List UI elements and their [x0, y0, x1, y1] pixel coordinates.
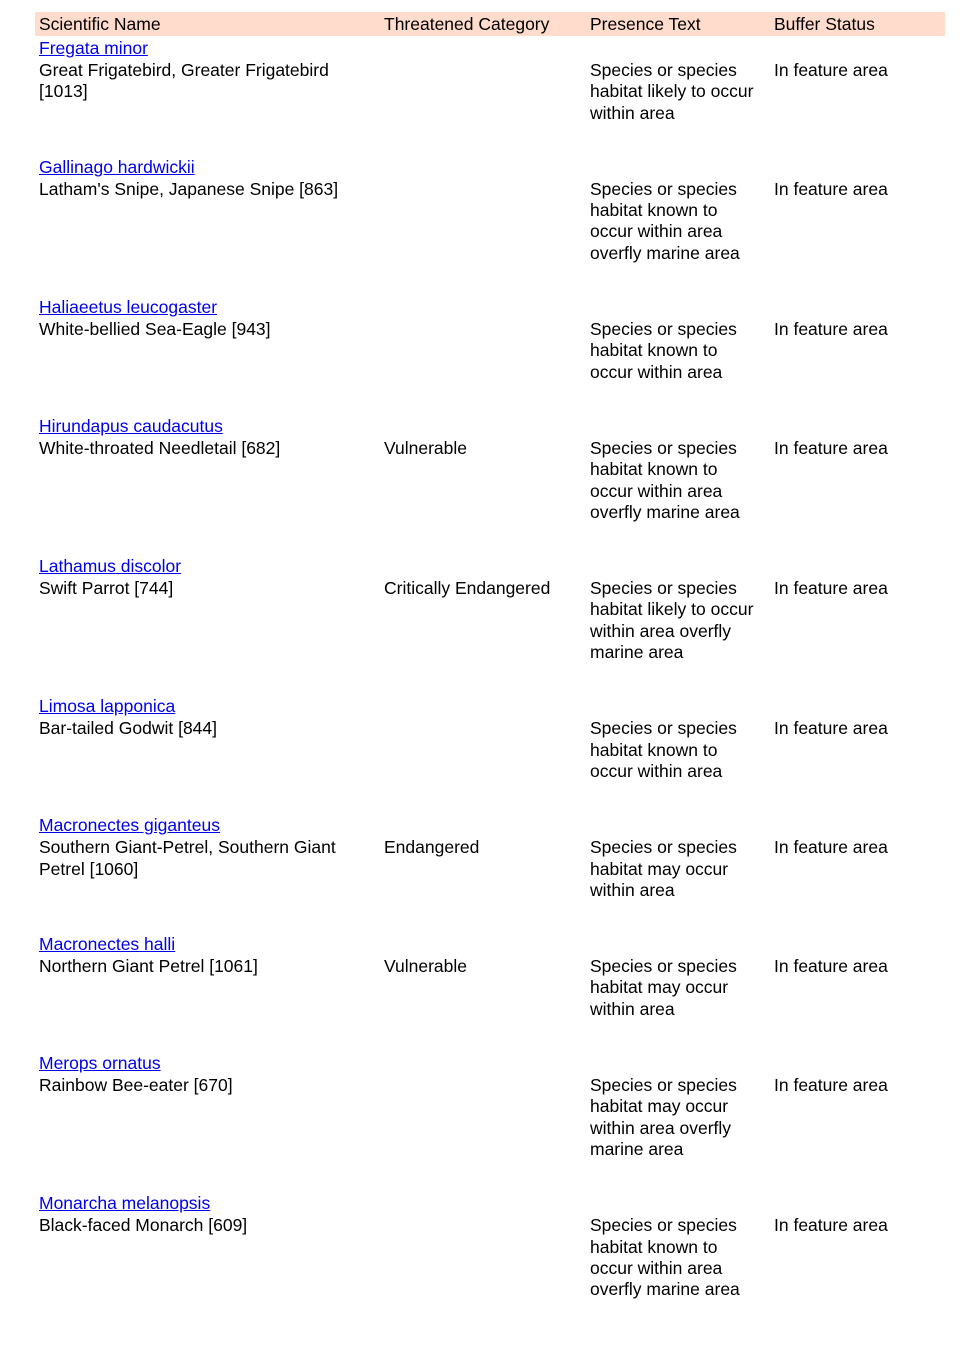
table-row — [35, 694, 945, 782]
threatened-category-cell: Endangered — [384, 837, 480, 858]
species-link[interactable]: Fregata minor — [39, 38, 148, 58]
scientific-name-cell — [35, 813, 945, 837]
species-detail-row — [35, 718, 945, 782]
species-detail-row — [35, 578, 945, 663]
header-scientific-name: Scientific Name — [39, 14, 161, 34]
threatened-category-cell: Vulnerable — [384, 437, 468, 458]
presence-text-cell: Species or species habitat known to occur within area overfly marine area — [590, 437, 740, 522]
scientific-name-cell — [35, 1191, 945, 1215]
species-link[interactable]: Hirundapus caudacutus — [39, 415, 223, 436]
species-table — [35, 12, 945, 1300]
common-name-cell: Latham's Snipe, Japanese Snipe [863] — [39, 178, 339, 199]
species-link[interactable]: Macronectes giganteus — [39, 815, 220, 836]
presence-text-cell: Species or species habitat likely to occur within area — [590, 60, 754, 123]
threatened-category-cell — [380, 60, 586, 124]
common-name-cell: Southern Giant-Petrel, Southern Giant Petrel [1060] — [39, 837, 336, 879]
species-link[interactable]: Haliaeetus leucogaster — [39, 297, 218, 318]
table-row — [35, 813, 945, 901]
common-name-cell: Swift Parrot [744] — [39, 578, 174, 599]
species-link[interactable]: Macronectes halli — [39, 934, 176, 955]
threatened-category-cell — [380, 319, 586, 383]
species-detail-row — [35, 179, 945, 264]
common-name-cell: White-throated Needletail [682] — [39, 437, 281, 458]
table-header — [35, 12, 945, 36]
table-row — [35, 554, 945, 663]
scientific-name-cell — [35, 1051, 945, 1075]
presence-text-cell: Species or species habitat may occur within area — [590, 837, 737, 900]
buffer-status-cell: In feature area — [774, 60, 888, 80]
presence-text-cell: Species or species habitat likely to occur within area overfly marine area — [590, 578, 754, 663]
table-row — [35, 36, 945, 124]
buffer-status-cell: In feature area — [774, 319, 888, 340]
table-row — [35, 932, 945, 1020]
scientific-name-cell — [35, 155, 945, 179]
threatened-category-cell — [380, 718, 586, 782]
table-row — [35, 1191, 945, 1300]
common-name-cell: Rainbow Bee-eater [670] — [39, 1075, 233, 1096]
table-row — [35, 414, 945, 523]
header-threatened-category: Threatened Category — [384, 14, 550, 34]
table-body — [35, 36, 945, 1300]
scientific-name-cell — [35, 36, 945, 60]
common-name-cell: White-bellied Sea-Eagle [943] — [39, 319, 271, 340]
presence-text-cell: Species or species habitat known to occur within area — [590, 718, 737, 781]
presence-text-cell: Species or species habitat may occur within area — [590, 956, 737, 1019]
presence-text-cell: Species or species habitat known to occur within area overfly marine area — [590, 1215, 740, 1300]
buffer-status-cell: In feature area — [774, 1215, 888, 1236]
species-detail-row — [35, 438, 945, 523]
common-name-cell: Northern Giant Petrel [1061] — [39, 956, 258, 977]
scientific-name-cell — [35, 932, 945, 956]
common-name-cell: Great Frigatebird, Greater Frigatebird [1013] — [39, 60, 329, 102]
species-link[interactable]: Lathamus discolor — [39, 556, 182, 577]
threatened-category-cell: Critically Endangered — [384, 578, 551, 599]
buffer-status-cell: In feature area — [774, 437, 888, 458]
presence-text-cell: Species or species habitat known to occur within area overfly marine area — [590, 178, 740, 263]
threatened-category-cell — [380, 179, 586, 264]
species-link[interactable]: Monarcha melanopsis — [39, 1193, 211, 1214]
threatened-category-cell — [380, 1215, 586, 1300]
scientific-name-cell — [35, 295, 945, 319]
threatened-category-cell — [380, 1075, 586, 1160]
table-row — [35, 155, 945, 264]
buffer-status-cell: In feature area — [774, 837, 888, 858]
table-row — [35, 295, 945, 383]
header-buffer-status: Buffer Status — [774, 14, 875, 34]
species-link[interactable]: Merops ornatus — [39, 1053, 161, 1074]
threatened-category-cell: Vulnerable — [384, 956, 468, 977]
species-link[interactable]: Gallinago hardwickii — [39, 156, 195, 177]
species-detail-row — [35, 956, 945, 1020]
buffer-status-cell: In feature area — [774, 718, 888, 739]
species-detail-row — [35, 1215, 945, 1300]
scientific-name-cell — [35, 694, 945, 718]
table-row — [35, 1051, 945, 1160]
presence-text-cell: Species or species habitat may occur within area overfly marine area — [590, 1075, 737, 1159]
species-detail-row — [35, 1075, 945, 1160]
species-detail-row — [35, 319, 945, 383]
common-name-cell: Bar-tailed Godwit [844] — [39, 718, 218, 739]
species-link[interactable]: Limosa lapponica — [39, 696, 176, 717]
scientific-name-cell — [35, 414, 945, 438]
scientific-name-cell — [35, 554, 945, 578]
common-name-cell: Black-faced Monarch [609] — [39, 1215, 248, 1236]
species-detail-row — [35, 60, 945, 124]
buffer-status-cell: In feature area — [774, 956, 888, 977]
buffer-status-cell: In feature area — [774, 1075, 888, 1096]
header-presence-text: Presence Text — [590, 14, 701, 34]
species-detail-row — [35, 837, 945, 901]
buffer-status-cell: In feature area — [774, 578, 888, 599]
buffer-status-cell: In feature area — [774, 178, 888, 199]
presence-text-cell: Species or species habitat known to occur within area — [590, 319, 737, 382]
